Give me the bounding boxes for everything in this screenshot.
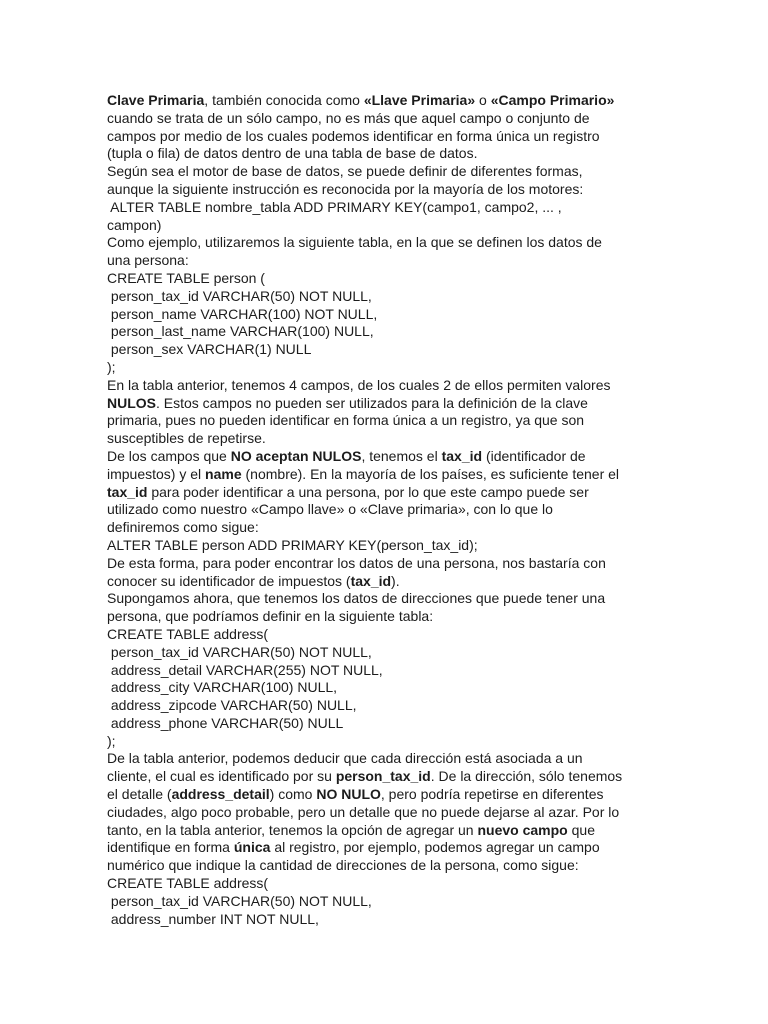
text-line [107, 341, 647, 359]
text-run: address_city VARCHAR(100) NULL, [107, 679, 338, 696]
text-line [107, 359, 647, 377]
text-line [107, 911, 647, 929]
text-run: ) como [269, 786, 317, 803]
text-run: address_zipcode VARCHAR(50) NULL, [107, 697, 357, 714]
bold-text: única [233, 839, 271, 856]
text-line [107, 412, 647, 430]
text-run: ciudades, algo poco probable, pero un detalle que no puede dejarse al azar. Por lo [107, 803, 620, 820]
bold-text: Clave Primaria [107, 92, 205, 108]
text-run: Supongamos ahora, que tenemos los datos de direcciones que puede tener una [107, 590, 606, 607]
text-run: campon) [107, 216, 162, 233]
text-line [107, 484, 647, 502]
text-run: , también conocida como [204, 92, 364, 108]
bold-text: NULOS [107, 394, 156, 411]
text-line [107, 590, 647, 608]
bold-text: NO aceptan NULOS [230, 447, 362, 464]
text-run: En la tabla anterior, tenemos 4 campos, de los cuales 2 de ellos permiten valores [107, 376, 611, 393]
text-run: identifique en forma [107, 839, 234, 856]
text-line [107, 323, 647, 341]
text-run: person_tax_id VARCHAR(50) NOT NULL, [107, 287, 372, 304]
text-run: person_tax_id VARCHAR(50) NOT NULL, [107, 892, 372, 909]
bold-text: tax_id [107, 483, 148, 500]
text-line [107, 786, 647, 804]
text-run: De los campos que [107, 447, 231, 464]
text-run: persona, que podríamos definir en la siguiente tabla: [107, 608, 434, 625]
bold-text: person_tax_id [335, 768, 431, 785]
text-run: , pero podría repetirse en diferentes [380, 786, 604, 803]
text-line [107, 92, 647, 110]
text-line [107, 110, 647, 128]
bold-text: nuevo campo [477, 821, 568, 838]
text-line [107, 893, 647, 911]
text-line [107, 573, 647, 591]
text-line [107, 626, 647, 644]
text-line [107, 679, 647, 697]
bold-text: NO NULO [316, 786, 381, 803]
text-line [107, 804, 647, 822]
text-line [107, 181, 647, 199]
bold-text: tax_id [350, 572, 392, 589]
text-line [107, 822, 647, 840]
bold-text: name [205, 465, 242, 482]
bold-text: «Campo Primario» [490, 92, 615, 108]
text-run: cliente, el cual es identificado por su [107, 768, 336, 785]
text-run: . De la dirección, sólo tenemos [430, 768, 623, 785]
text-run: De la tabla anterior, podemos deducir que cada dirección está asociada a un [107, 750, 583, 767]
text-run: address_phone VARCHAR(50) NULL [107, 714, 344, 731]
text-run: address_detail VARCHAR(255) NOT NULL, [107, 661, 383, 678]
text-run: aunque la siguiente instrucción es reconocida por la mayoría de los motores: [107, 180, 584, 197]
text-run: CREATE TABLE person ( [107, 269, 265, 286]
text-line [107, 199, 647, 217]
text-run: De esta forma, para poder encontrar los datos de una persona, nos bastaría con [107, 554, 606, 571]
text-run: primaria, pues no pueden identificar en forma única a un registro, ya que son [107, 412, 585, 429]
text-run: campos por medio de los cuales podemos identificar en forma única un registro [107, 127, 600, 144]
text-line [107, 145, 647, 163]
text-run: ALTER TABLE nombre_tabla ADD PRIMARY KEY(campo1, campo2, ... , [107, 198, 562, 215]
text-line [107, 750, 647, 768]
text-run: Según sea el motor de base de datos, se puede definir de diferentes formas, [107, 163, 583, 180]
text-run: numérico que indique la cantidad de direcciones de la persona, como sigue: [107, 857, 579, 874]
text-run: o [475, 92, 491, 108]
text-run: CREATE TABLE address( [107, 875, 269, 892]
text-line [107, 555, 647, 573]
text-run: utilizado como nuestro «Campo llave» o «Clave primaria», con lo que lo [107, 501, 553, 518]
text-run: una persona: [107, 252, 189, 269]
text-run: . Estos campos no pueden ser utilizados para la definición de la clave [156, 394, 588, 411]
text-run: address_number INT NOT NULL, [107, 910, 319, 927]
text-run: que [567, 821, 595, 838]
text-run: , tenemos el [361, 447, 442, 464]
text-line [107, 395, 647, 413]
bold-text: address_detail [171, 786, 270, 803]
text-line [107, 234, 647, 252]
text-line [107, 519, 647, 537]
text-line [107, 768, 647, 786]
text-line [107, 697, 647, 715]
text-line [107, 163, 647, 181]
bold-text: «Llave Primaria» [363, 92, 476, 108]
text-line [107, 377, 647, 395]
text-line [107, 217, 647, 235]
text-run: tanto, en la tabla anterior, tenemos la opción de agregar un [107, 821, 478, 838]
text-line [107, 430, 647, 448]
text-line [107, 839, 647, 857]
bold-text: tax_id [441, 447, 483, 464]
text-run: (identificador de [482, 447, 586, 464]
text-run: para poder identificar a una persona, por lo que este campo puede ser [147, 483, 589, 500]
text-line [107, 857, 647, 875]
text-line [107, 662, 647, 680]
text-line [107, 288, 647, 306]
text-line [107, 644, 647, 662]
text-line [107, 448, 647, 466]
text-run: impuestos) y el [107, 465, 206, 482]
text-line [107, 537, 647, 555]
text-line [107, 306, 647, 324]
text-line [107, 608, 647, 626]
text-line [107, 715, 647, 733]
text-run: cuando se trata de un sólo campo, no es más que aquel campo o conjunto de [107, 109, 590, 126]
text-run: person_last_name VARCHAR(100) NULL, [107, 323, 374, 340]
text-run: ); [107, 358, 116, 375]
text-run: person_tax_id VARCHAR(50) NOT NULL, [107, 643, 372, 660]
text-line [107, 270, 647, 288]
text-run: el detalle ( [107, 786, 172, 803]
text-line [107, 466, 647, 484]
text-run: ALTER TABLE person ADD PRIMARY KEY(person_tax_id); [107, 536, 478, 553]
text-run: person_name VARCHAR(100) NOT NULL, [107, 305, 378, 322]
document-body [107, 92, 647, 928]
text-run: definiremos como sigue: [107, 519, 259, 536]
text-line [107, 128, 647, 146]
text-line [107, 252, 647, 270]
text-run: (tupla o fila) de datos dentro de una tabla de base de datos. [107, 145, 478, 162]
text-line [107, 875, 647, 893]
text-line [107, 501, 647, 519]
text-run: person_sex VARCHAR(1) NULL [107, 341, 312, 358]
text-run: CREATE TABLE address( [107, 625, 269, 642]
text-run: ). [391, 572, 400, 589]
text-run: ); [107, 732, 116, 749]
text-run: susceptibles de repetirse. [107, 430, 266, 447]
text-run: (nombre). En la mayoría de los países, es suficiente tener el [241, 465, 620, 482]
text-run: Como ejemplo, utilizaremos la siguiente tabla, en la que se definen los datos de [107, 234, 602, 251]
text-run: al registro, por ejemplo, podemos agregar un campo [270, 839, 600, 856]
text-line [107, 733, 647, 751]
text-run: conocer su identificador de impuestos ( [107, 572, 351, 589]
